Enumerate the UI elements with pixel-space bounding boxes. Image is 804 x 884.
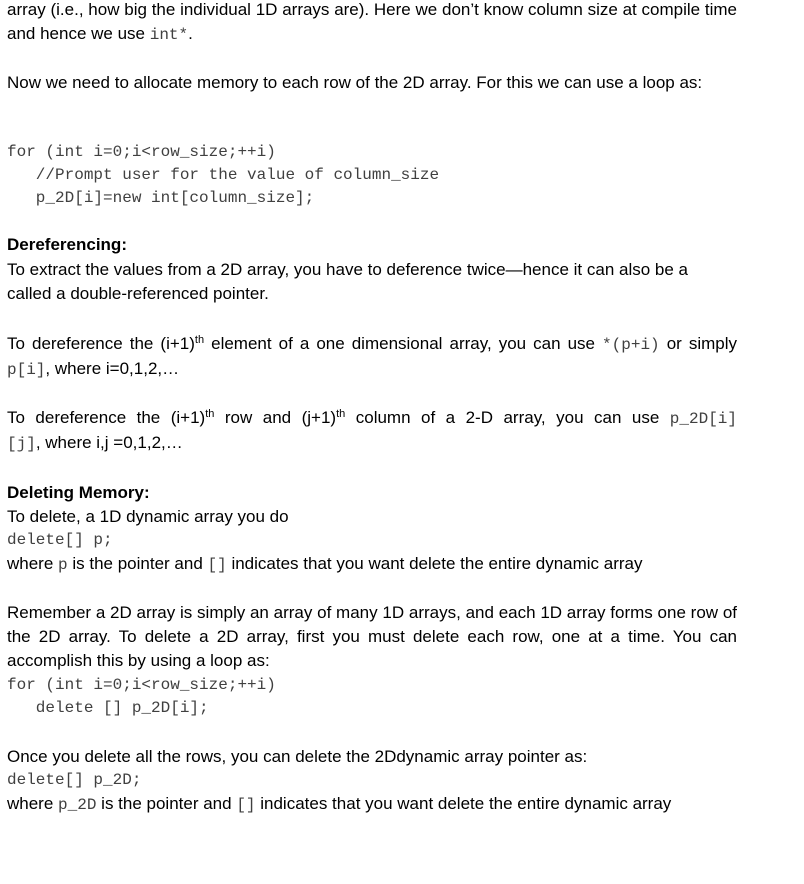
paragraph-allocate: Now we need to allocate memory to each row of the 2D array. For this we can use a loop as: <box>7 73 703 92</box>
paragraph-deref-1d <box>7 332 737 382</box>
inline-code: int* <box>149 26 189 44</box>
code-line: //Prompt user for the value of column_size <box>7 166 440 184</box>
text-run: where <box>7 794 59 813</box>
inline-code: [] <box>207 556 227 574</box>
text-run: , where i,j =0,1,2,… <box>35 433 183 452</box>
heading-dereferencing: Dereferencing: <box>7 235 127 254</box>
text-run: where <box>7 554 59 573</box>
text-run: To dereference the (i+1) <box>7 408 206 427</box>
text-run: element of a one dimensional array, you can use <box>204 334 603 353</box>
paragraph-deref-intro: To extract the values from a 2D array, you have to deference twice—hence it can also be a called a double-referenced pointer. <box>7 260 688 303</box>
text-run: array (i.e., how big the individual 1D arrays are). Here we don’t know column size at compile time and hence we use <box>7 0 737 43</box>
inline-code: *(p+i) <box>602 336 660 354</box>
text-run: To dereference the (i+1) <box>7 334 195 353</box>
superscript: th <box>194 334 205 346</box>
paragraph-delete-pointer: Once you delete all the rows, you can delete the 2Ddynamic array pointer as: <box>7 747 588 766</box>
paragraph-delete-2d: Remember a 2D array is simply an array of many 1D arrays, and each 1D array forms one row of the 2D array. To delete a 2D array, first you must delete each row, one at a time. You can accomplish this by using a loop as: <box>7 603 737 670</box>
code-line: for (int i=0;i<row_size;++i) <box>7 143 276 161</box>
text-run: or simply <box>659 334 738 353</box>
text-run: column of a 2-D array, you can use <box>345 408 670 427</box>
heading-deleting-memory: Deleting Memory: <box>7 483 150 502</box>
text-run: indicates that you want delete the entire dynamic array <box>226 554 643 573</box>
inline-code: p[i] <box>7 361 46 379</box>
code-line-delete-p2d: delete[] p_2D; <box>7 771 142 789</box>
text-run: indicates that you want delete the entire dynamic array <box>255 794 672 813</box>
code-line-delete-p: delete[] p; <box>7 531 113 549</box>
code-block-allocate <box>7 141 439 210</box>
text-run: . <box>188 24 193 43</box>
paragraph-compile-time <box>7 0 737 47</box>
inline-code: p <box>58 556 68 574</box>
inline-code: [] <box>236 796 256 814</box>
superscript: th <box>336 408 346 420</box>
text-run: is the pointer and <box>67 554 208 573</box>
code-block-delete-rows <box>7 674 276 720</box>
code-line: for (int i=0;i<row_size;++i) <box>7 676 276 694</box>
text-run: , where i=0,1,2,… <box>45 359 180 378</box>
paragraph-deref-2d <box>7 406 737 456</box>
text-run: is the pointer and <box>96 794 237 813</box>
inline-code: p_2D <box>58 796 97 814</box>
paragraph-delete-1d: To delete, a 1D dynamic array you do <box>7 507 289 526</box>
code-line: delete [] p_2D[i]; <box>7 699 209 717</box>
paragraph-where-p <box>7 552 737 577</box>
inline-code: p_2D[i][j] <box>7 410 737 453</box>
paragraph-where-p2d <box>7 792 737 817</box>
superscript: th <box>205 408 215 420</box>
text-run: row and (j+1) <box>214 408 337 427</box>
code-line: p_2D[i]=new int[column_size]; <box>7 189 315 207</box>
